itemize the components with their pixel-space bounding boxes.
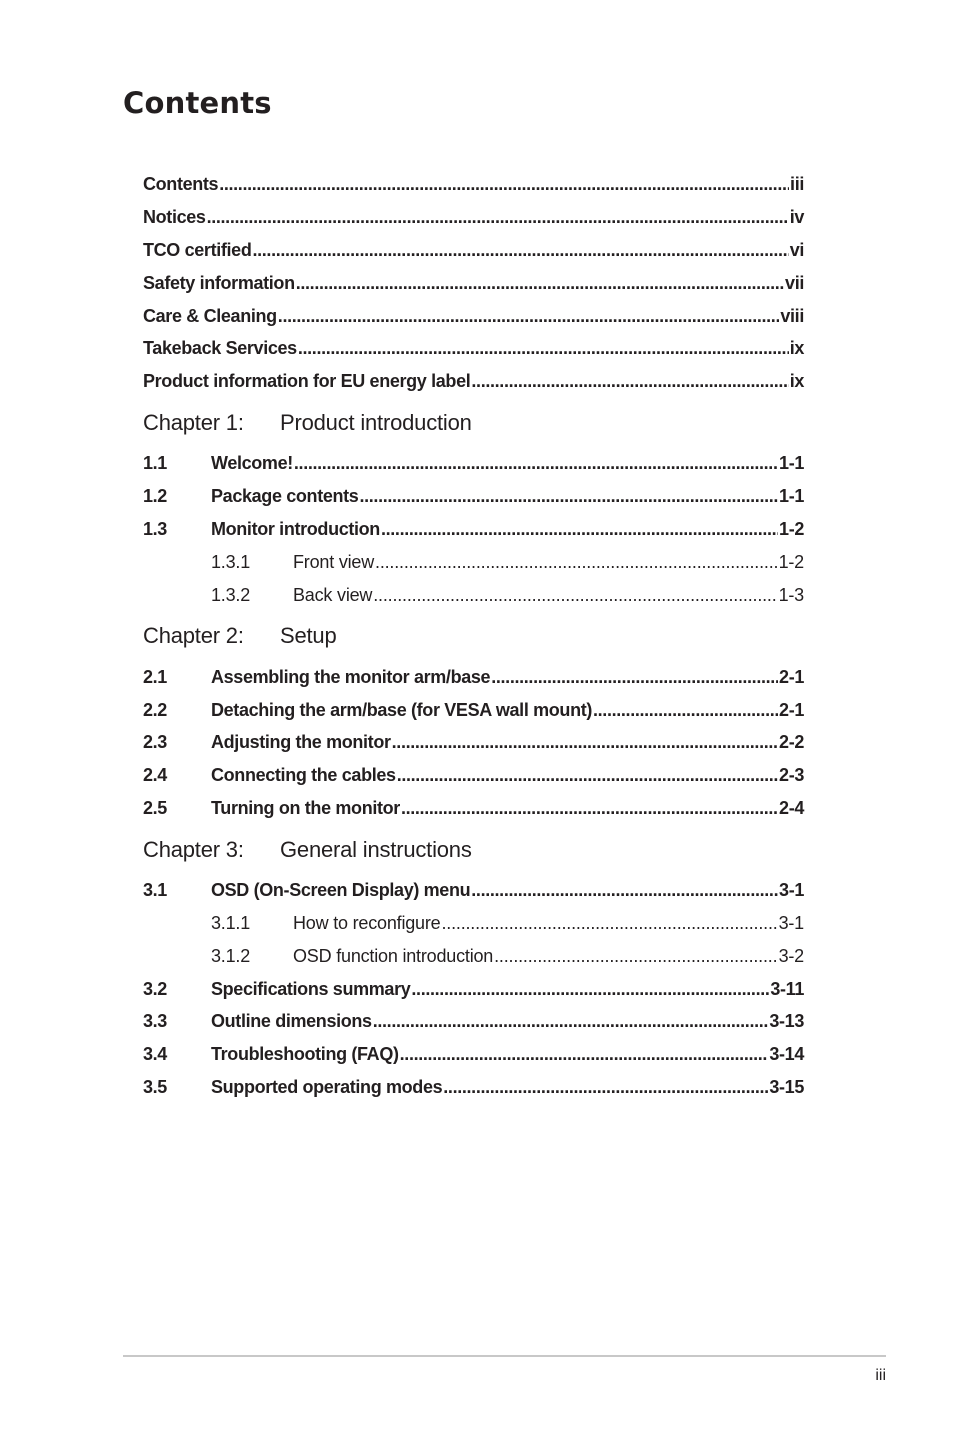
toc-entry-number: 2.2 <box>143 700 167 720</box>
chapter-title: Product introduction <box>280 410 472 435</box>
toc-entry-page: 2-1 <box>779 667 804 687</box>
dot-leader <box>471 368 788 394</box>
toc-entry[interactable] <box>143 976 804 1002</box>
dot-leader <box>494 943 777 969</box>
toc-entry-title: Connecting the cables <box>211 765 396 785</box>
dot-leader <box>294 450 778 476</box>
footer-rule <box>123 1355 886 1357</box>
toc-entry-title: Safety information <box>143 273 295 293</box>
toc-entry-number: 1.1 <box>143 453 167 473</box>
toc-entry-page: 3-11 <box>770 979 804 999</box>
toc-entry-title: How to reconfigure <box>293 913 441 933</box>
chapter-title: Setup <box>280 623 337 648</box>
dot-leader <box>373 1008 769 1034</box>
page-number: iii <box>875 1367 886 1384</box>
toc-entry[interactable] <box>143 516 804 542</box>
toc-entry[interactable] <box>143 549 804 575</box>
dot-leader <box>443 1074 768 1100</box>
toc-entry-page: vi <box>789 240 804 260</box>
toc-entry-title: Turning on the monitor <box>211 798 400 818</box>
toc-entry-page: viii <box>780 306 804 326</box>
toc-entry-title: Specifications summary <box>211 979 411 999</box>
dot-leader <box>359 483 778 509</box>
dot-leader <box>392 729 778 755</box>
chapter-heading[interactable] <box>143 835 804 865</box>
toc-entry-title: Welcome! <box>211 453 293 473</box>
toc-entry[interactable] <box>143 697 804 723</box>
toc-entry[interactable] <box>143 582 804 608</box>
toc-entry-page: 2-4 <box>779 798 804 818</box>
toc-entry-number: 1.3.2 <box>211 585 251 605</box>
dot-leader <box>375 549 778 575</box>
toc-entry[interactable] <box>143 729 804 755</box>
toc-entry-number: 3.1.1 <box>211 913 251 933</box>
dot-leader <box>441 910 777 936</box>
toc-entry-number: 3.4 <box>143 1044 167 1064</box>
toc-entry-title: Detaching the arm/base (for VESA wall mount) <box>211 700 592 720</box>
toc-entry[interactable] <box>143 1008 804 1034</box>
toc-entry-page: 2-3 <box>779 765 804 785</box>
dot-leader <box>381 516 778 542</box>
toc-entry-page: ix <box>789 338 804 358</box>
toc-entry-number: 1.3 <box>143 519 167 539</box>
toc-entry-title: Takeback Services <box>143 338 297 358</box>
toc-entry[interactable] <box>143 270 804 296</box>
toc-entry[interactable] <box>143 483 804 509</box>
toc-entry[interactable] <box>143 237 804 263</box>
toc-entry-number: 3.2 <box>143 979 167 999</box>
toc-entry-page: vii <box>785 273 804 293</box>
toc-entry-page: 3-1 <box>779 880 804 900</box>
toc-entry-page: 3-13 <box>769 1011 804 1031</box>
toc-entry-page: 1-2 <box>779 519 804 539</box>
toc-entry-page: 1-2 <box>778 552 804 572</box>
toc-entry-page: 2-2 <box>779 732 804 752</box>
toc-entry-title: Monitor introduction <box>211 519 380 539</box>
dot-leader <box>298 335 789 361</box>
toc-entry-title: Outline dimensions <box>211 1011 372 1031</box>
toc-entry-title: OSD function introduction <box>293 946 494 966</box>
toc-entry-number: 1.2 <box>143 486 167 506</box>
toc-entry-number: 2.4 <box>143 765 167 785</box>
chapter-label: Chapter 2: <box>143 623 244 648</box>
toc-entry[interactable] <box>143 762 804 788</box>
toc-entry-page: ix <box>789 371 804 391</box>
toc-entry-page: 3-2 <box>778 946 804 966</box>
dot-leader <box>593 697 778 723</box>
toc-entry-title: Troubleshooting (FAQ) <box>211 1044 399 1064</box>
toc-entry-number: 3.1.2 <box>211 946 251 966</box>
dot-leader <box>401 795 778 821</box>
toc-entry-title: Care & Cleaning <box>143 306 277 326</box>
toc-entry[interactable] <box>143 335 804 361</box>
dot-leader <box>471 877 778 903</box>
toc-entry-page: 3-1 <box>778 913 804 933</box>
toc-entry[interactable] <box>143 1074 804 1100</box>
toc-entry-title: Supported operating modes <box>211 1077 443 1097</box>
toc-entry-number: 3.5 <box>143 1077 167 1097</box>
toc-entry-title: Contents <box>143 174 219 194</box>
dot-leader <box>400 1041 769 1067</box>
toc-entry-title: OSD (On-Screen Display) menu <box>211 880 471 900</box>
toc-entry-title: Back view <box>293 585 373 605</box>
chapter-heading[interactable] <box>143 621 804 651</box>
dot-leader <box>373 582 777 608</box>
toc-entry-number: 2.3 <box>143 732 167 752</box>
toc-entry-title: Notices <box>143 207 206 227</box>
toc-entry-page: iv <box>789 207 804 227</box>
toc-entry[interactable] <box>143 664 804 690</box>
chapter-title: General instructions <box>280 837 472 862</box>
toc-entry-page: 1-3 <box>778 585 804 605</box>
toc-entry[interactable] <box>143 1041 804 1067</box>
chapter-label: Chapter 3: <box>143 837 244 862</box>
toc-entry-page: 1-1 <box>779 486 804 506</box>
toc-entry-title: Product information for EU energy label <box>143 371 471 391</box>
dot-leader <box>278 303 780 329</box>
dot-leader <box>296 270 784 296</box>
dot-leader <box>397 762 778 788</box>
toc-entry[interactable] <box>143 450 804 476</box>
toc-entry-page: iii <box>790 174 804 194</box>
toc-entry[interactable] <box>143 303 804 329</box>
toc-entry-title: TCO certified <box>143 240 252 260</box>
toc-entry-page: 1-1 <box>779 453 804 473</box>
toc-entry-number: 2.1 <box>143 667 167 687</box>
toc-entry-number: 3.1 <box>143 880 167 900</box>
toc-entry-number: 1.3.1 <box>211 552 251 572</box>
toc-entry-title: Package contents <box>211 486 359 506</box>
toc-entry[interactable] <box>143 368 804 394</box>
toc-entry[interactable] <box>143 943 804 969</box>
toc-entry-page: 3-15 <box>769 1077 804 1097</box>
toc-entry[interactable] <box>143 171 804 197</box>
toc-entry[interactable] <box>143 877 804 903</box>
toc-entry[interactable] <box>143 795 804 821</box>
dot-leader <box>411 976 769 1002</box>
dot-leader <box>207 204 789 230</box>
chapter-heading[interactable] <box>143 408 804 438</box>
page-title: Contents <box>123 86 272 120</box>
chapter-label: Chapter 1: <box>143 410 244 435</box>
toc-entry-number: 3.3 <box>143 1011 167 1031</box>
dot-leader <box>219 171 789 197</box>
toc-entry[interactable] <box>143 910 804 936</box>
toc-entry-page: 2-1 <box>779 700 804 720</box>
toc-entry[interactable] <box>143 204 804 230</box>
toc-entry-page: 3-14 <box>769 1044 804 1064</box>
dot-leader <box>491 664 778 690</box>
dot-leader <box>252 237 788 263</box>
toc-entry-title: Adjusting the monitor <box>211 732 391 752</box>
toc-entry-title: Assembling the monitor arm/base <box>211 667 491 687</box>
toc-entry-title: Front view <box>293 552 375 572</box>
toc-entry-number: 2.5 <box>143 798 167 818</box>
